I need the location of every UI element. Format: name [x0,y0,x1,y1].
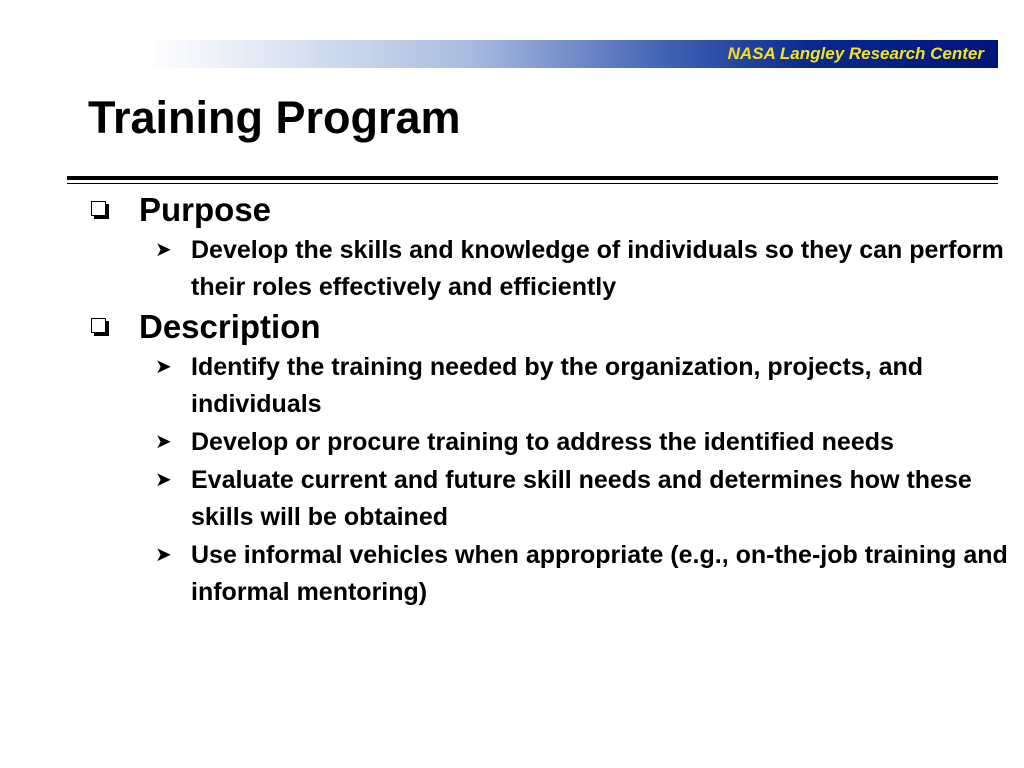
arrowhead-icon: ➤ [155,239,172,261]
bullet-purpose [84,190,1014,230]
purpose-subitems [84,232,1014,306]
hollow-square-icon [91,201,106,216]
sub-bullet-text: Develop the skills and knowledge of individuals so they can perform their roles effectively and efficiently [191,236,1004,301]
bullet-description [84,307,1014,347]
hollow-square-icon [91,318,106,333]
sub-bullet-text: Use informal vehicles when appropriate (e.g., on-the-job training and informal mentoring) [191,541,1008,606]
sub-bullet-text: Identify the training needed by the organization, projects, and individuals [191,353,924,418]
sub-bullet [84,424,1014,461]
bullet-heading: Description [139,308,321,345]
arrowhead-icon: ➤ [155,544,172,566]
sub-bullet-text: Develop or procure training to address the identified needs [191,428,894,456]
sub-bullet [84,537,1014,611]
bullet-heading: Purpose [139,191,272,228]
arrowhead-icon: ➤ [155,356,172,378]
slide-body [84,190,1014,612]
header-banner [145,40,998,68]
banner-text: NASA Langley Research Center [727,44,984,63]
arrowhead-icon: ➤ [155,431,172,453]
title-divider-thick [67,176,998,180]
sub-bullet [84,232,1014,306]
slide-title: Training Program [88,92,461,143]
title-divider-thin [67,183,998,184]
arrowhead-icon: ➤ [155,469,172,491]
sub-bullet [84,349,1014,423]
description-subitems [84,349,1014,611]
sub-bullet-text: Evaluate current and future skill needs and determines how these skills will be obtained [191,466,972,531]
sub-bullet [84,462,1014,536]
